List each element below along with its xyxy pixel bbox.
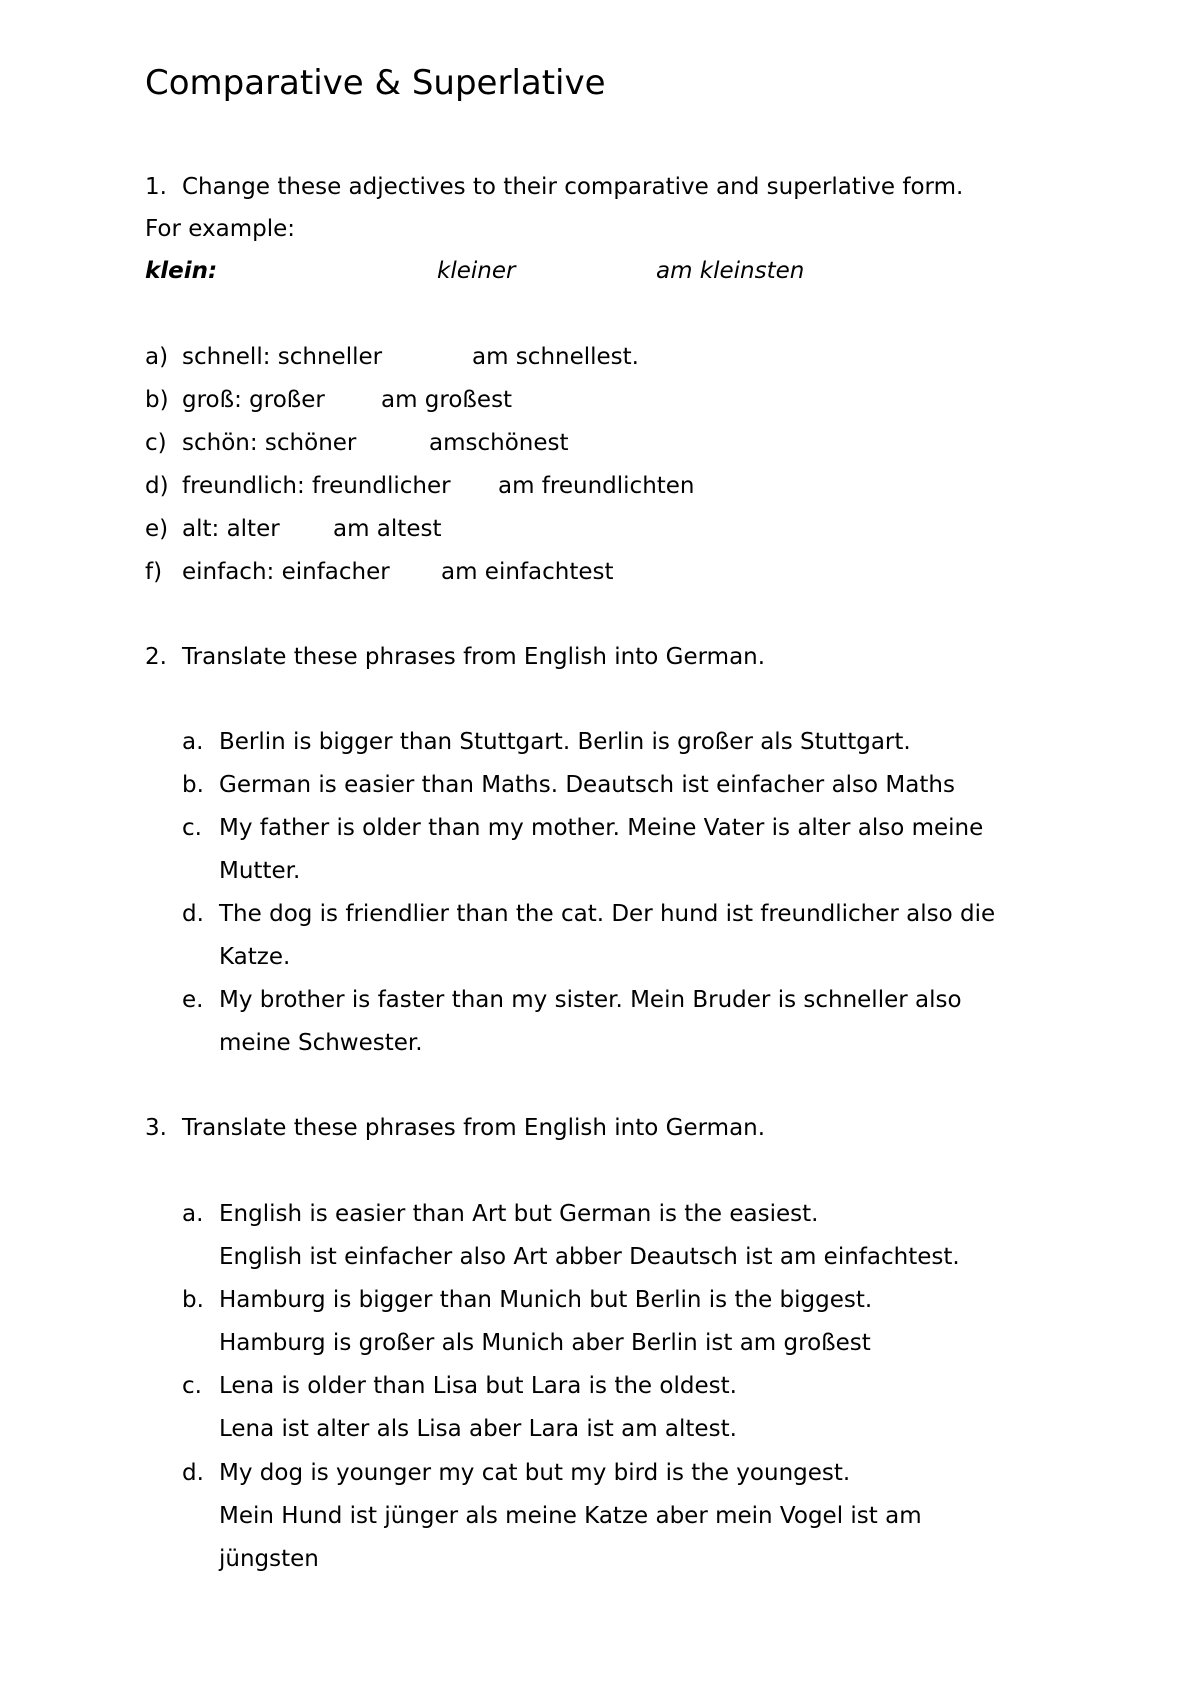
list-item-superlative: am großest — [381, 387, 513, 413]
list-item-label: c. — [182, 1373, 202, 1399]
list-item-text: English is easier than Art but German is the easiest. — [219, 1201, 819, 1227]
list-item-text: Lena is older than Lisa but Lara is the oldest. — [219, 1373, 737, 1399]
list-item-superlative: am schnellest. — [472, 344, 639, 370]
list-item-label: b. — [182, 1287, 204, 1313]
list-item-text: Katze. — [219, 944, 291, 970]
list-item-comparative: alt: alter — [182, 516, 280, 542]
list-item-label: d) — [145, 473, 169, 499]
list-item-comparative: groß: großer — [182, 387, 325, 413]
list-item-label: e. — [182, 987, 204, 1013]
list-item-label: c. — [182, 815, 202, 841]
list-item-superlative: am altest — [333, 516, 442, 542]
example-superlative: am kleinsten — [656, 258, 805, 284]
list-item-comparative: schnell: schneller — [182, 344, 383, 370]
section-2-heading: Translate these phrases from English into German. — [182, 644, 766, 670]
list-item-text: meine Schwester. — [219, 1030, 423, 1056]
list-item-label: c) — [145, 430, 167, 456]
section-3-heading: Translate these phrases from English into German. — [182, 1115, 766, 1141]
list-item-label: d. — [182, 901, 204, 927]
list-item-superlative: am freundlichten — [498, 473, 695, 499]
list-item-text: My father is older than my mother. Meine Vater is alter also meine — [219, 815, 984, 841]
list-item-superlative: amschönest — [429, 430, 569, 456]
list-item-text: My brother is faster than my sister. Mein Bruder is schneller also — [219, 987, 962, 1013]
example-intro: For example: — [145, 216, 295, 242]
section-1-heading: Change these adjectives to their comparative and superlative form. — [182, 174, 964, 200]
list-item-label: b. — [182, 772, 204, 798]
section-3-number: 3. — [145, 1115, 167, 1141]
list-item-label: a. — [182, 1201, 204, 1227]
list-item-label: a) — [145, 344, 169, 370]
list-item-label: b) — [145, 387, 169, 413]
list-item-text: English ist einfacher also Art abber Deautsch ist am einfachtest. — [219, 1244, 960, 1270]
list-item-text: Mein Hund ist jünger als meine Katze aber mein Vogel ist am — [219, 1503, 922, 1529]
list-item-text: Hamburg is großer als Munich aber Berlin ist am großest — [219, 1330, 871, 1356]
list-item-text: Berlin is bigger than Stuttgart. Berlin is großer als Stuttgart. — [219, 729, 911, 755]
list-item-text: Lena ist alter als Lisa aber Lara ist am altest. — [219, 1416, 737, 1442]
list-item-text: Hamburg is bigger than Munich but Berlin is the biggest. — [219, 1287, 873, 1313]
list-item-comparative: einfach: einfacher — [182, 559, 390, 585]
example-comparative: kleiner — [437, 258, 516, 284]
list-item-text: The dog is friendlier than the cat. Der hund ist freundlicher also die — [219, 901, 996, 927]
page-title: Comparative & Superlative — [145, 63, 606, 103]
list-item-label: f) — [145, 559, 163, 585]
section-2-number: 2. — [145, 644, 167, 670]
list-item-text: My dog is younger my cat but my bird is the youngest. — [219, 1460, 851, 1486]
list-item-label: e) — [145, 516, 169, 542]
list-item-text: German is easier than Maths. Deautsch ist einfacher also Maths — [219, 772, 955, 798]
example-base: klein: — [145, 258, 218, 284]
list-item-label: d. — [182, 1460, 204, 1486]
list-item-comparative: freundlich: freundlicher — [182, 473, 451, 499]
list-item-comparative: schön: schöner — [182, 430, 357, 456]
list-item-text: jüngsten — [219, 1546, 319, 1572]
list-item-label: a. — [182, 729, 204, 755]
section-1-number: 1. — [145, 174, 167, 200]
list-item-text: Mutter. — [219, 858, 301, 884]
list-item-superlative: am einfachtest — [441, 559, 614, 585]
